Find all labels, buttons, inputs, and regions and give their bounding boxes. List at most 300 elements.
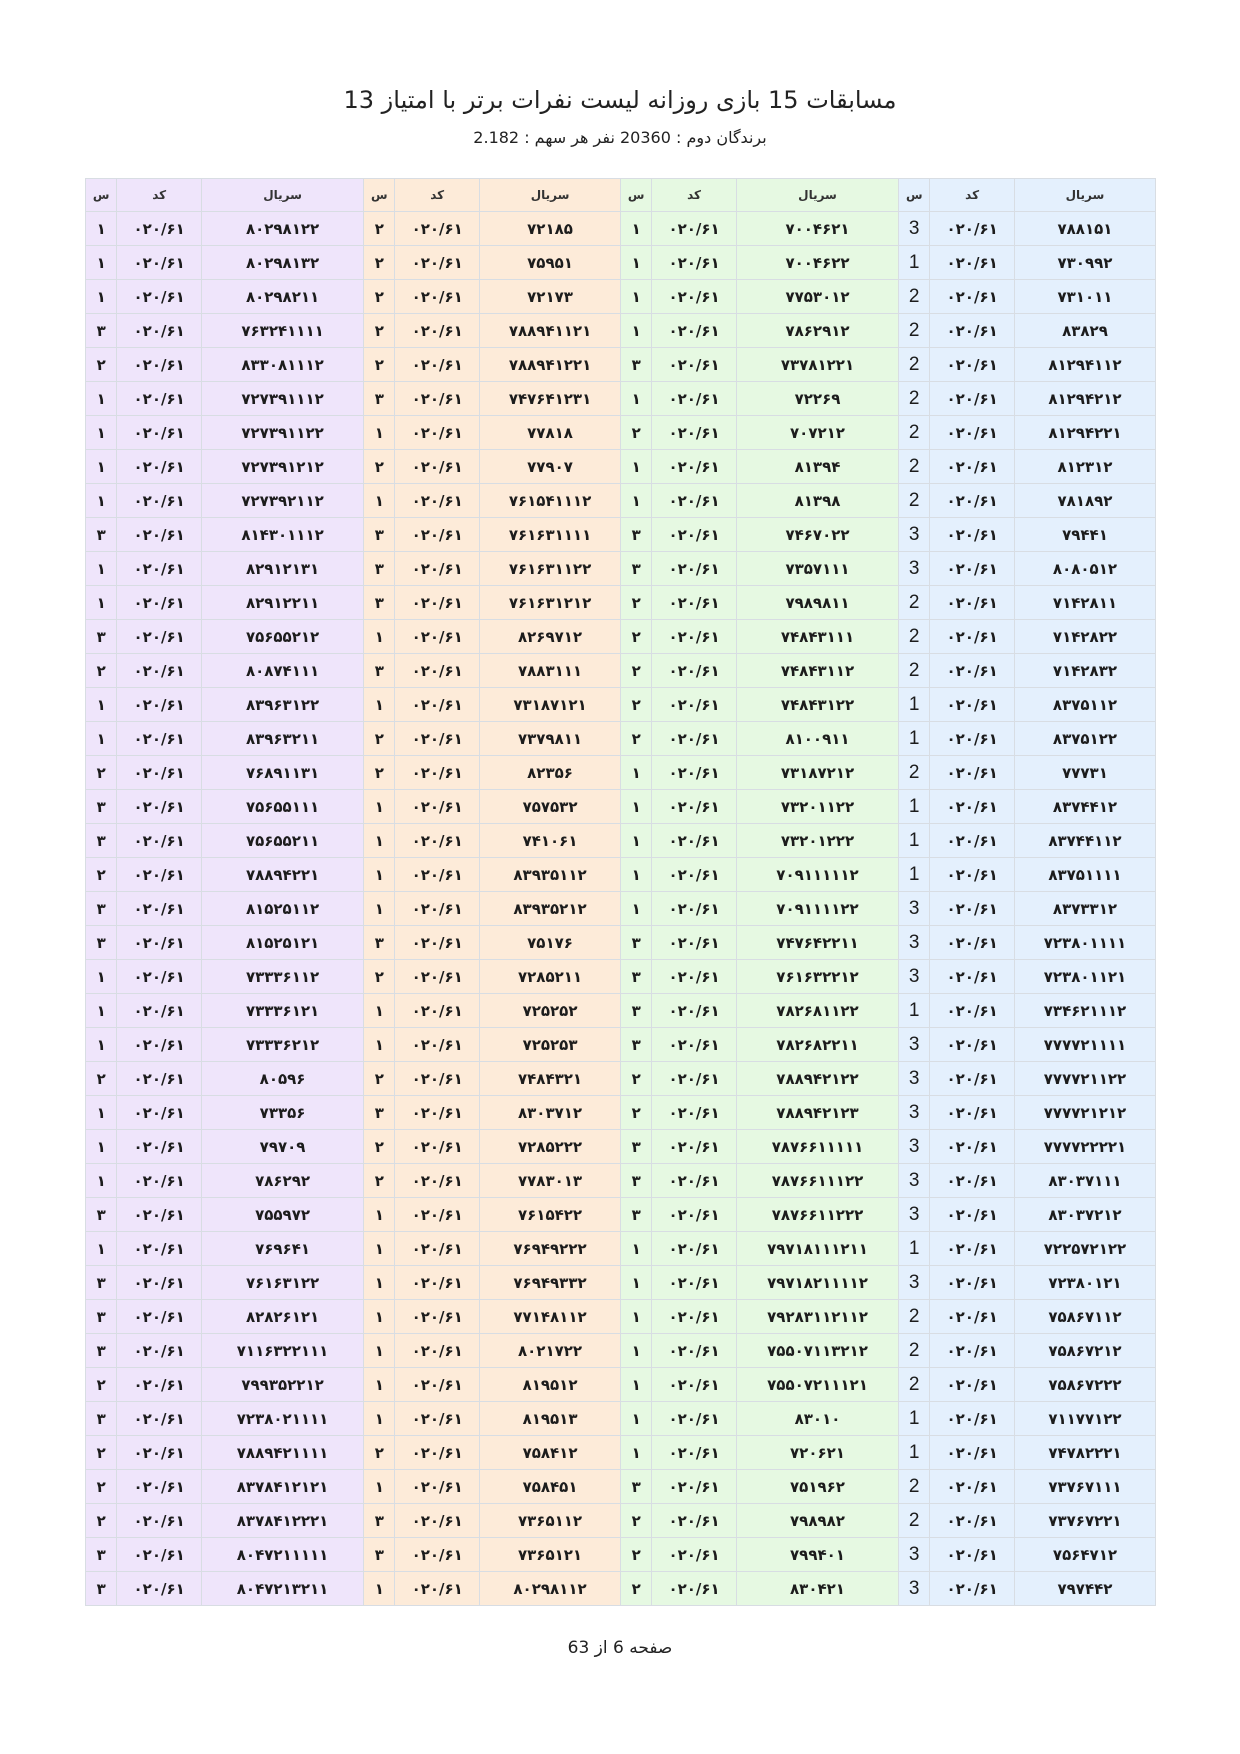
code-cell: ۰۲۰/۶۱ [395, 484, 480, 518]
code-cell: ۰۲۰/۶۱ [395, 1130, 480, 1164]
count-cell: ۱ [86, 960, 117, 994]
count-cell: ۱ [621, 1436, 652, 1470]
count-cell: ۱ [86, 552, 117, 586]
count-cell: ۲ [86, 1436, 117, 1470]
serial-cell: ۷۳۶۵۱۲۱ [480, 1538, 621, 1572]
count-cell: ۱ [86, 416, 117, 450]
table-row [86, 1300, 1156, 1334]
code-cell: ۰۲۰/۶۱ [930, 1062, 1015, 1096]
code-cell: ۰۲۰/۶۱ [117, 1538, 202, 1572]
serial-cell: ۷۱۱۶۳۲۲۱۱۱ [201, 1334, 363, 1368]
serial-cell: ۷۲۸۵۲۲۲ [480, 1130, 621, 1164]
code-cell: ۰۲۰/۶۱ [117, 1232, 202, 1266]
count-cell: ۳ [364, 1538, 395, 1572]
code-cell: ۰۲۰/۶۱ [930, 1266, 1015, 1300]
code-cell: ۰۲۰/۶۱ [652, 1164, 737, 1198]
column-header-code-3: کد [395, 179, 480, 212]
count-cell: ۳ [621, 518, 652, 552]
serial-cell: ۷۱۴۲۸۲۲ [1014, 620, 1155, 654]
serial-cell: ۷۹۸۹۸۱۱ [736, 586, 898, 620]
serial-cell: ۷۷۹۰۷ [480, 450, 621, 484]
count-cell: ۳ [86, 620, 117, 654]
serial-cell: ۸۳۷۴۴۱۲ [1014, 790, 1155, 824]
serial-cell: ۷۷۸۳۰۱۳ [480, 1164, 621, 1198]
code-cell: ۰۲۰/۶۱ [652, 1572, 737, 1606]
column-header-serial-4: سریال [201, 179, 363, 212]
serial-cell: ۷۶۱۶۳۱۲۲ [201, 1266, 363, 1300]
code-cell: ۰۲۰/۶۱ [652, 892, 737, 926]
serial-cell: ۷۳۳۳۶۲۱۲ [201, 1028, 363, 1062]
serial-cell: ۸۱۲۹۴۲۱۲ [1014, 382, 1155, 416]
code-cell: ۰۲۰/۶۱ [652, 518, 737, 552]
code-cell: ۰۲۰/۶۱ [652, 1300, 737, 1334]
count-cell: ۱ [364, 892, 395, 926]
code-cell: ۰۲۰/۶۱ [395, 416, 480, 450]
code-cell: ۰۲۰/۶۱ [117, 1164, 202, 1198]
code-cell: ۰۲۰/۶۱ [930, 722, 1015, 756]
count-cell: ۱ [621, 858, 652, 892]
serial-cell: ۸۱۰۰۹۱۱ [736, 722, 898, 756]
code-cell: ۰۲۰/۶۱ [652, 484, 737, 518]
code-cell: ۰۲۰/۶۱ [395, 1368, 480, 1402]
serial-cell: ۷۲۵۲۵۳ [480, 1028, 621, 1062]
code-cell: ۰۲۰/۶۱ [652, 1538, 737, 1572]
table-row [86, 1062, 1156, 1096]
count-cell: 3 [899, 518, 930, 552]
code-cell: ۰۲۰/۶۱ [395, 824, 480, 858]
count-cell: 2 [899, 1504, 930, 1538]
count-cell: ۱ [86, 994, 117, 1028]
code-cell: ۰۲۰/۶۱ [117, 1572, 202, 1606]
code-cell: ۰۲۰/۶۱ [395, 756, 480, 790]
count-cell: ۱ [364, 688, 395, 722]
serial-cell: ۷۸۸۱۵۱ [1014, 212, 1155, 246]
count-cell: ۱ [86, 1096, 117, 1130]
count-cell: ۳ [86, 1334, 117, 1368]
count-cell: ۱ [364, 620, 395, 654]
code-cell: ۰۲۰/۶۱ [395, 450, 480, 484]
table-row [86, 1198, 1156, 1232]
table-row [86, 1266, 1156, 1300]
code-cell: ۰۲۰/۶۱ [930, 1504, 1015, 1538]
serial-cell: ۸۱۲۹۴۱۱۲ [1014, 348, 1155, 382]
serial-cell: ۷۹۷۱۸۲۱۱۱۱۲ [736, 1266, 898, 1300]
code-cell: ۰۲۰/۶۱ [395, 1062, 480, 1096]
serial-cell: ۸۰۸۰۵۱۲ [1014, 552, 1155, 586]
count-cell: 2 [899, 484, 930, 518]
serial-cell: ۷۳۷۸۱۲۲۱ [736, 348, 898, 382]
code-cell: ۰۲۰/۶۱ [652, 212, 737, 246]
count-cell: ۱ [621, 382, 652, 416]
count-cell: ۲ [364, 246, 395, 280]
code-cell: ۰۲۰/۶۱ [117, 858, 202, 892]
count-cell: ۲ [364, 314, 395, 348]
code-cell: ۰۲۰/۶۱ [117, 1130, 202, 1164]
table-row [86, 450, 1156, 484]
serial-cell: ۷۵۵۰۷۲۱۱۱۲۱ [736, 1368, 898, 1402]
serial-cell: ۷۶۱۶۳۱۱۱۱ [480, 518, 621, 552]
serial-cell: ۷۵۵۹۷۲ [201, 1198, 363, 1232]
code-cell: ۰۲۰/۶۱ [395, 790, 480, 824]
count-cell: ۳ [86, 824, 117, 858]
table-row [86, 1538, 1156, 1572]
serial-cell: ۷۵۱۷۶ [480, 926, 621, 960]
code-cell: ۰۲۰/۶۱ [117, 314, 202, 348]
code-cell: ۰۲۰/۶۱ [117, 450, 202, 484]
code-cell: ۰۲۰/۶۱ [395, 620, 480, 654]
code-cell: ۰۲۰/۶۱ [930, 280, 1015, 314]
count-cell: 1 [899, 858, 930, 892]
code-cell: ۰۲۰/۶۱ [930, 994, 1015, 1028]
count-cell: ۳ [364, 654, 395, 688]
code-cell: ۰۲۰/۶۱ [652, 722, 737, 756]
code-cell: ۰۲۰/۶۱ [652, 654, 737, 688]
serial-cell: ۸۰۵۹۶ [201, 1062, 363, 1096]
serial-cell: ۷۰۰۴۶۲۱ [736, 212, 898, 246]
count-cell: ۱ [621, 280, 652, 314]
serial-cell: ۷۳۱۰۱۱ [1014, 280, 1155, 314]
serial-cell: ۷۴۸۴۳۱۱۲ [736, 654, 898, 688]
code-cell: ۰۲۰/۶۱ [652, 552, 737, 586]
table-header-row [86, 179, 1156, 212]
count-cell: ۱ [86, 1164, 117, 1198]
count-cell: 1 [899, 1232, 930, 1266]
serial-cell: ۷۵۱۹۶۲ [736, 1470, 898, 1504]
page-subtitle: برندگان دوم : 20360 نفر هر سهم : 2.182 [473, 128, 767, 147]
count-cell: ۲ [621, 416, 652, 450]
serial-cell: ۷۱۴۲۸۳۲ [1014, 654, 1155, 688]
serial-cell: ۸۰۲۱۷۲۲ [480, 1334, 621, 1368]
serial-cell: ۷۷۷۷۲۱۱۲۲ [1014, 1062, 1155, 1096]
count-cell: ۱ [364, 994, 395, 1028]
code-cell: ۰۲۰/۶۱ [652, 1470, 737, 1504]
serial-cell: ۸۱۵۲۵۱۱۲ [201, 892, 363, 926]
count-cell: ۱ [364, 790, 395, 824]
table-row [86, 484, 1156, 518]
count-cell: 3 [899, 1062, 930, 1096]
serial-cell: ۷۸۸۹۴۲۱۲۲ [736, 1062, 898, 1096]
serial-cell: ۷۶۹۴۹۳۳۲ [480, 1266, 621, 1300]
code-cell: ۰۲۰/۶۱ [117, 1504, 202, 1538]
code-cell: ۰۲۰/۶۱ [930, 314, 1015, 348]
results-table [85, 178, 1156, 1606]
count-cell: ۱ [621, 1368, 652, 1402]
serial-cell: ۸۰۴۷۲۱۱۱۱۱ [201, 1538, 363, 1572]
code-cell: ۰۲۰/۶۱ [395, 1436, 480, 1470]
serial-cell: ۷۳۲۰۱۲۲۲ [736, 824, 898, 858]
serial-cell: ۷۳۳۵۶ [201, 1096, 363, 1130]
serial-cell: ۷۲۷۳۹۱۲۱۲ [201, 450, 363, 484]
serial-cell: ۷۶۹۴۹۲۲۲ [480, 1232, 621, 1266]
serial-cell: ۷۷۵۳۰۱۲ [736, 280, 898, 314]
serial-cell: ۷۸۷۶۶۱۱۱۲۲ [736, 1164, 898, 1198]
code-cell: ۰۲۰/۶۱ [395, 654, 480, 688]
table-row [86, 1504, 1156, 1538]
serial-cell: ۷۴۸۴۳۱۲۲ [736, 688, 898, 722]
count-cell: ۲ [621, 1572, 652, 1606]
serial-cell: ۷۰۷۲۱۲ [736, 416, 898, 450]
code-cell: ۰۲۰/۶۱ [117, 1266, 202, 1300]
serial-cell: ۷۴۱۰۶۱ [480, 824, 621, 858]
code-cell: ۰۲۰/۶۱ [930, 892, 1015, 926]
code-cell: ۰۲۰/۶۱ [395, 1538, 480, 1572]
serial-cell: ۷۲۷۳۹۱۱۱۲ [201, 382, 363, 416]
table-row [86, 1164, 1156, 1198]
table-row [86, 246, 1156, 280]
serial-cell: ۷۷۷۷۲۱۲۱۲ [1014, 1096, 1155, 1130]
count-cell: ۲ [86, 1470, 117, 1504]
table-row [86, 382, 1156, 416]
serial-cell: ۷۳۲۰۱۱۲۲ [736, 790, 898, 824]
serial-cell: ۷۵۶۵۵۲۱۱ [201, 824, 363, 858]
code-cell: ۰۲۰/۶۱ [117, 1096, 202, 1130]
count-cell: 2 [899, 1368, 930, 1402]
table-row [86, 1232, 1156, 1266]
code-cell: ۰۲۰/۶۱ [652, 1504, 737, 1538]
code-cell: ۰۲۰/۶۱ [652, 1096, 737, 1130]
count-cell: ۲ [621, 722, 652, 756]
count-cell: 2 [899, 1470, 930, 1504]
count-cell: ۱ [364, 1572, 395, 1606]
count-cell: ۲ [86, 1368, 117, 1402]
code-cell: ۰۲۰/۶۱ [117, 1334, 202, 1368]
serial-cell: ۷۲۰۶۲۱ [736, 1436, 898, 1470]
serial-cell: ۷۸۶۲۹۱۲ [736, 314, 898, 348]
code-cell: ۰۲۰/۶۱ [652, 1402, 737, 1436]
code-cell: ۰۲۰/۶۱ [930, 552, 1015, 586]
table-row [86, 824, 1156, 858]
code-cell: ۰۲۰/۶۱ [117, 1402, 202, 1436]
serial-cell: ۸۳۷۴۴۱۱۲ [1014, 824, 1155, 858]
code-cell: ۰۲۰/۶۱ [930, 1130, 1015, 1164]
serial-cell: ۷۸۶۲۹۲ [201, 1164, 363, 1198]
count-cell: ۳ [364, 1504, 395, 1538]
serial-cell: ۷۹۷۱۸۱۱۱۲۱۱ [736, 1232, 898, 1266]
serial-cell: ۷۸۸۹۴۲۱۲۳ [736, 1096, 898, 1130]
code-cell: ۰۲۰/۶۱ [395, 1470, 480, 1504]
code-cell: ۰۲۰/۶۱ [395, 314, 480, 348]
count-cell: ۱ [86, 450, 117, 484]
serial-cell: ۷۲۳۸۰۲۱۱۱۱ [201, 1402, 363, 1436]
code-cell: ۰۲۰/۶۱ [652, 586, 737, 620]
count-cell: ۳ [86, 892, 117, 926]
count-cell: 1 [899, 246, 930, 280]
count-cell: ۲ [364, 1130, 395, 1164]
code-cell: ۰۲۰/۶۱ [395, 382, 480, 416]
serial-cell: ۷۵۷۵۳۲ [480, 790, 621, 824]
count-cell: ۱ [364, 1300, 395, 1334]
count-cell: ۳ [364, 926, 395, 960]
count-cell: 3 [899, 1538, 930, 1572]
serial-cell: ۷۸۷۶۶۱۱۲۲۲ [736, 1198, 898, 1232]
serial-cell: ۷۰۹۱۱۱۱۱۲ [736, 858, 898, 892]
table-row [86, 892, 1156, 926]
code-cell: ۰۲۰/۶۱ [117, 926, 202, 960]
serial-cell: ۸۱۳۹۴ [736, 450, 898, 484]
code-cell: ۰۲۰/۶۱ [117, 1062, 202, 1096]
serial-cell: ۷۵۶۵۵۱۱۱ [201, 790, 363, 824]
serial-cell: ۸۳۸۲۹ [1014, 314, 1155, 348]
serial-cell: ۸۳۷۵۱۱۲ [1014, 688, 1155, 722]
count-cell: ۳ [86, 1198, 117, 1232]
count-cell: ۲ [364, 348, 395, 382]
serial-cell: ۷۸۲۶۸۲۲۱۱ [736, 1028, 898, 1062]
serial-cell: ۷۶۸۹۱۱۳۱ [201, 756, 363, 790]
code-cell: ۰۲۰/۶۱ [395, 552, 480, 586]
serial-cell: ۷۶۹۶۴۱ [201, 1232, 363, 1266]
code-cell: ۰۲۰/۶۱ [930, 450, 1015, 484]
count-cell: ۲ [86, 1504, 117, 1538]
code-cell: ۰۲۰/۶۱ [930, 484, 1015, 518]
count-cell: ۱ [364, 484, 395, 518]
code-cell: ۰۲۰/۶۱ [930, 1538, 1015, 1572]
count-cell: ۱ [621, 314, 652, 348]
serial-cell: ۸۳۹۳۵۱۱۲ [480, 858, 621, 892]
count-cell: ۱ [621, 1300, 652, 1334]
count-cell: ۲ [86, 858, 117, 892]
count-cell: ۳ [621, 1164, 652, 1198]
count-cell: ۲ [621, 620, 652, 654]
code-cell: ۰۲۰/۶۱ [117, 348, 202, 382]
table-row [86, 280, 1156, 314]
column-header-count-2: س [621, 179, 652, 212]
serial-cell: ۷۶۳۲۴۱۱۱۱ [201, 314, 363, 348]
code-cell: ۰۲۰/۶۱ [652, 756, 737, 790]
count-cell: ۳ [621, 1028, 652, 1062]
column-header-count-1: س [899, 179, 930, 212]
code-cell: ۰۲۰/۶۱ [395, 722, 480, 756]
serial-cell: ۷۴۷۸۲۲۲۱ [1014, 1436, 1155, 1470]
serial-cell: ۷۵۸۶۷۲۲۲ [1014, 1368, 1155, 1402]
count-cell: ۱ [86, 722, 117, 756]
count-cell: ۱ [621, 1402, 652, 1436]
code-cell: ۰۲۰/۶۱ [652, 1062, 737, 1096]
code-cell: ۰۲۰/۶۱ [930, 1232, 1015, 1266]
count-cell: 2 [899, 348, 930, 382]
count-cell: ۲ [621, 1538, 652, 1572]
code-cell: ۰۲۰/۶۱ [395, 1334, 480, 1368]
serial-cell: ۷۵۸۴۱۲ [480, 1436, 621, 1470]
count-cell: ۲ [364, 1164, 395, 1198]
code-cell: ۰۲۰/۶۱ [395, 1402, 480, 1436]
code-cell: ۰۲۰/۶۱ [652, 1368, 737, 1402]
table-row [86, 1470, 1156, 1504]
serial-cell: ۷۸۸۹۴۲۲۱ [201, 858, 363, 892]
code-cell: ۰۲۰/۶۱ [395, 1266, 480, 1300]
serial-cell: ۷۶۱۵۴۲۲ [480, 1198, 621, 1232]
count-cell: ۳ [364, 1096, 395, 1130]
code-cell: ۰۲۰/۶۱ [930, 1096, 1015, 1130]
serial-cell: ۷۳۳۳۶۱۱۲ [201, 960, 363, 994]
count-cell: 1 [899, 790, 930, 824]
count-cell: ۱ [621, 892, 652, 926]
serial-cell: ۷۵۸۶۷۱۱۲ [1014, 1300, 1155, 1334]
code-cell: ۰۲۰/۶۱ [652, 1436, 737, 1470]
serial-cell: ۸۳۰۳۷۱۱۱ [1014, 1164, 1155, 1198]
serial-cell: ۷۷۸۱۸ [480, 416, 621, 450]
table-row [86, 1368, 1156, 1402]
code-cell: ۰۲۰/۶۱ [652, 1198, 737, 1232]
code-cell: ۰۲۰/۶۱ [117, 994, 202, 1028]
count-cell: ۱ [621, 1266, 652, 1300]
table-row [86, 858, 1156, 892]
serial-cell: ۷۲۳۸۰۱۱۲۱ [1014, 960, 1155, 994]
serial-cell: ۷۹۷۴۴۲ [1014, 1572, 1155, 1606]
code-cell: ۰۲۰/۶۱ [117, 382, 202, 416]
code-cell: ۰۲۰/۶۱ [117, 756, 202, 790]
code-cell: ۰۲۰/۶۱ [117, 1028, 202, 1062]
table-row [86, 960, 1156, 994]
code-cell: ۰۲۰/۶۱ [395, 212, 480, 246]
serial-cell: ۷۲۲۵۷۲۱۲۲ [1014, 1232, 1155, 1266]
serial-cell: ۷۸۱۸۹۲ [1014, 484, 1155, 518]
serial-cell: ۷۱۱۷۷۱۲۲ [1014, 1402, 1155, 1436]
count-cell: ۲ [621, 1062, 652, 1096]
count-cell: ۱ [364, 824, 395, 858]
serial-cell: ۸۱۲۳۱۲ [1014, 450, 1155, 484]
table-row [86, 1130, 1156, 1164]
count-cell: ۲ [364, 1436, 395, 1470]
count-cell: 3 [899, 1164, 930, 1198]
count-cell: ۱ [621, 1232, 652, 1266]
code-cell: ۰۲۰/۶۱ [117, 892, 202, 926]
serial-cell: ۷۳۷۶۷۲۲۱ [1014, 1504, 1155, 1538]
code-cell: ۰۲۰/۶۱ [117, 1436, 202, 1470]
serial-cell: ۷۲۷۳۹۱۱۲۲ [201, 416, 363, 450]
count-cell: ۱ [364, 1198, 395, 1232]
code-cell: ۰۲۰/۶۱ [930, 1300, 1015, 1334]
code-cell: ۰۲۰/۶۱ [652, 824, 737, 858]
code-cell: ۰۲۰/۶۱ [652, 246, 737, 280]
code-cell: ۰۲۰/۶۱ [395, 1300, 480, 1334]
code-cell: ۰۲۰/۶۱ [117, 824, 202, 858]
count-cell: 2 [899, 586, 930, 620]
code-cell: ۰۲۰/۶۱ [930, 212, 1015, 246]
code-cell: ۰۲۰/۶۱ [652, 450, 737, 484]
serial-cell: ۷۵۶۴۷۱۲ [1014, 1538, 1155, 1572]
serial-cell: ۷۵۹۵۱ [480, 246, 621, 280]
serial-cell: ۸۳۷۸۴۱۲۲۲۱ [201, 1504, 363, 1538]
code-cell: ۰۲۰/۶۱ [652, 960, 737, 994]
count-cell: ۱ [86, 1232, 117, 1266]
code-cell: ۰۲۰/۶۱ [117, 552, 202, 586]
code-cell: ۰۲۰/۶۱ [117, 280, 202, 314]
count-cell: ۳ [621, 552, 652, 586]
code-cell: ۰۲۰/۶۱ [395, 926, 480, 960]
count-cell: 2 [899, 314, 930, 348]
code-cell: ۰۲۰/۶۱ [395, 1504, 480, 1538]
count-cell: ۳ [621, 926, 652, 960]
table-row [86, 1334, 1156, 1368]
count-cell: ۳ [86, 926, 117, 960]
serial-cell: ۷۴۸۴۳۲۱ [480, 1062, 621, 1096]
column-header-serial-3: سریال [480, 179, 621, 212]
serial-cell: ۷۷۷۷۲۲۲۲۱ [1014, 1130, 1155, 1164]
serial-cell: ۸۳۷۵۱۱۱۱ [1014, 858, 1155, 892]
count-cell: ۱ [621, 484, 652, 518]
table-row [86, 756, 1156, 790]
code-cell: ۰۲۰/۶۱ [652, 994, 737, 1028]
count-cell: ۳ [86, 1402, 117, 1436]
serial-cell: ۷۷۱۴۸۱۱۲ [480, 1300, 621, 1334]
count-cell: 3 [899, 1096, 930, 1130]
count-cell: ۱ [86, 1028, 117, 1062]
code-cell: ۰۲۰/۶۱ [395, 1028, 480, 1062]
serial-cell: ۷۵۸۴۵۱ [480, 1470, 621, 1504]
code-cell: ۰۲۰/۶۱ [930, 586, 1015, 620]
serial-cell: ۸۱۳۹۸ [736, 484, 898, 518]
count-cell: ۱ [86, 246, 117, 280]
